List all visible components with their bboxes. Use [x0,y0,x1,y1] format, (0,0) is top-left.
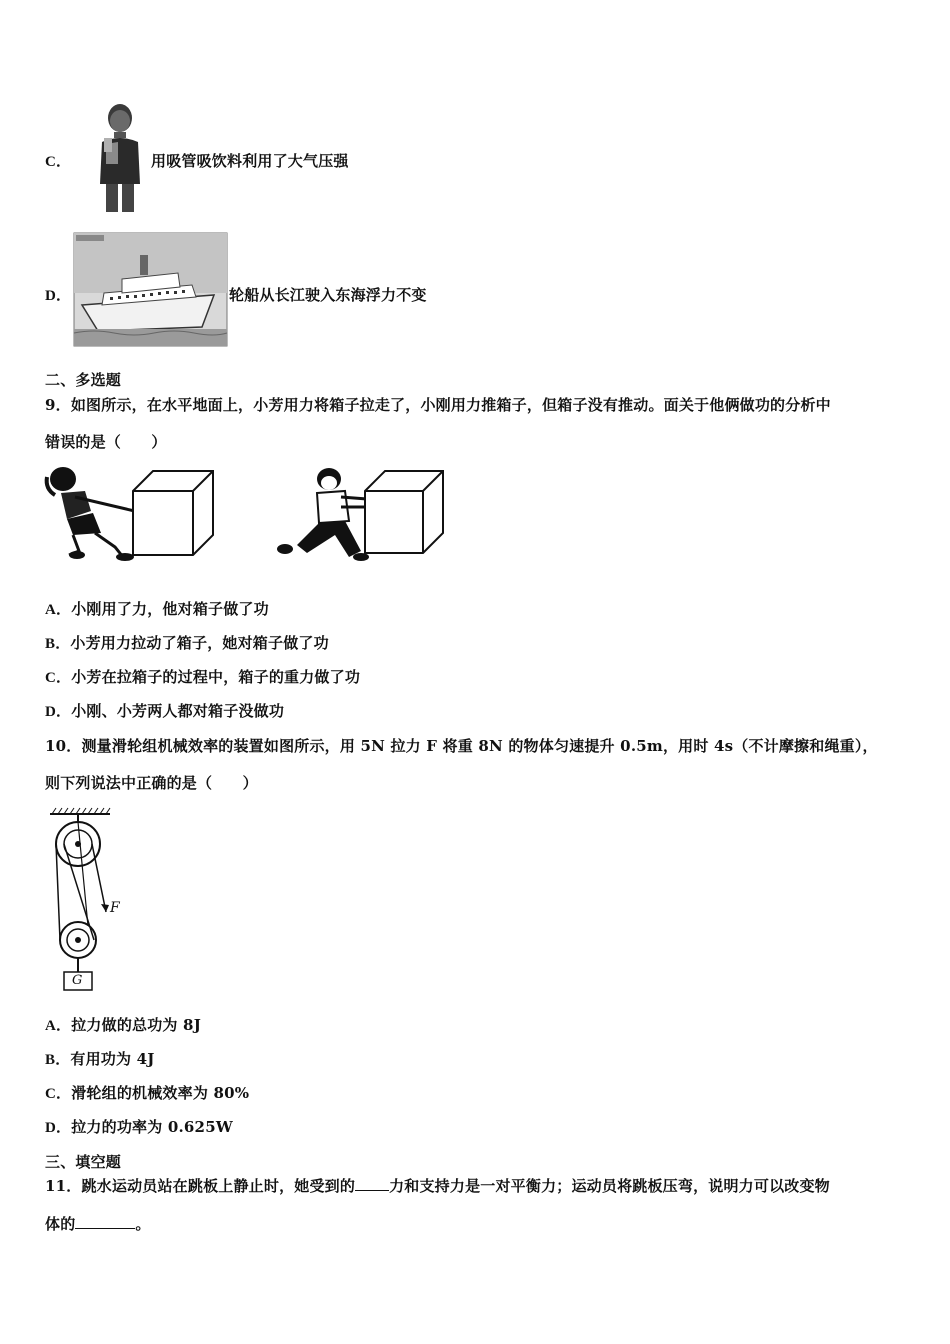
q9-option-c [45,667,360,688]
option-text: 拉力的功率为 0.625W [71,1118,233,1136]
option-letter: D． [45,1120,72,1136]
option-text: 拉力做的总功为 8J [71,1016,201,1034]
option-text: 滑轮组的机械效率为 80% [71,1084,250,1102]
q10-option-d [45,1117,233,1138]
q11-blank-2[interactable] [75,1214,135,1229]
q9-stem-line1: 9．如图所示，在水平地面上，小芳用力将箱子拉走了，小刚用力推箱子，但箱子没有推动。面关于他俩做功的分析中 [45,396,831,414]
q11-text-part1: 11．跳水运动员站在跳板上静止时，她受到的 [45,1177,356,1195]
q9-option-b [45,633,329,654]
pulley-weight-label: G [72,973,83,988]
ship-photo-icon [74,233,227,346]
q9-option-a [45,599,269,620]
option-text: 小刚用了力，他对箱子做了功 [71,600,269,618]
q11-blank-1[interactable] [355,1176,389,1191]
child-drinking-photo-icon [92,102,144,213]
option-letter: D． [45,704,72,720]
q8-option-d-text: 轮船从长江驶入东海浮力不变 [229,286,427,304]
option-text: 有用功为 4J [70,1050,155,1068]
option-letter: C． [45,670,72,686]
option-letter: A． [45,1018,72,1034]
q11-line2 [45,1214,151,1234]
pulley-force-label: F [110,900,120,916]
option-text: 小刚、小芳两人都对箱子没做功 [71,702,285,720]
option-letter: A． [45,602,72,618]
option-letter: C． [45,1086,72,1102]
q9-option-d [45,701,284,722]
section-title-multiple-choice: 二、多选题 [45,371,122,389]
q8-option-c [45,151,71,172]
q10-option-c [45,1083,249,1104]
q10-stem-line2: 则下列说法中正确的是（ ） [45,774,258,792]
q10-stem-line1: 10．测量滑轮组机械效率的装置如图所示，用 5N 拉力 F 将重 8N 的物体匀速提升 0.5m，用时 4s（不计摩擦和绳重）， [45,737,878,755]
q9-stem-line2: 错误的是（ ） [45,433,167,451]
q8-option-c-text: 用吸管吸饮料利用了大气压强 [151,152,349,170]
section-title-fill-in: 三、填空题 [45,1153,122,1171]
option-text: 小芳在拉箱子的过程中，箱子的重力做了功 [71,668,361,686]
option-letter: B． [45,1052,71,1068]
option-letter: C． [45,154,72,170]
q8-option-d [45,285,71,306]
q10-option-b [45,1049,155,1070]
q11-line1 [45,1176,830,1196]
option-letter: B． [45,636,71,652]
q11-text-part2: 力和支持力是一对平衡力；运动员将跳板压弯，说明力可以改变物 [389,1177,830,1195]
q11-text-end: 。 [135,1215,151,1233]
option-letter: D． [45,288,72,304]
push-pull-box-figure-icon [45,463,445,563]
q10-option-a [45,1015,201,1036]
option-text: 小芳用力拉动了箱子，她对箱子做了功 [70,634,329,652]
q11-text-part3: 体的 [45,1215,76,1233]
